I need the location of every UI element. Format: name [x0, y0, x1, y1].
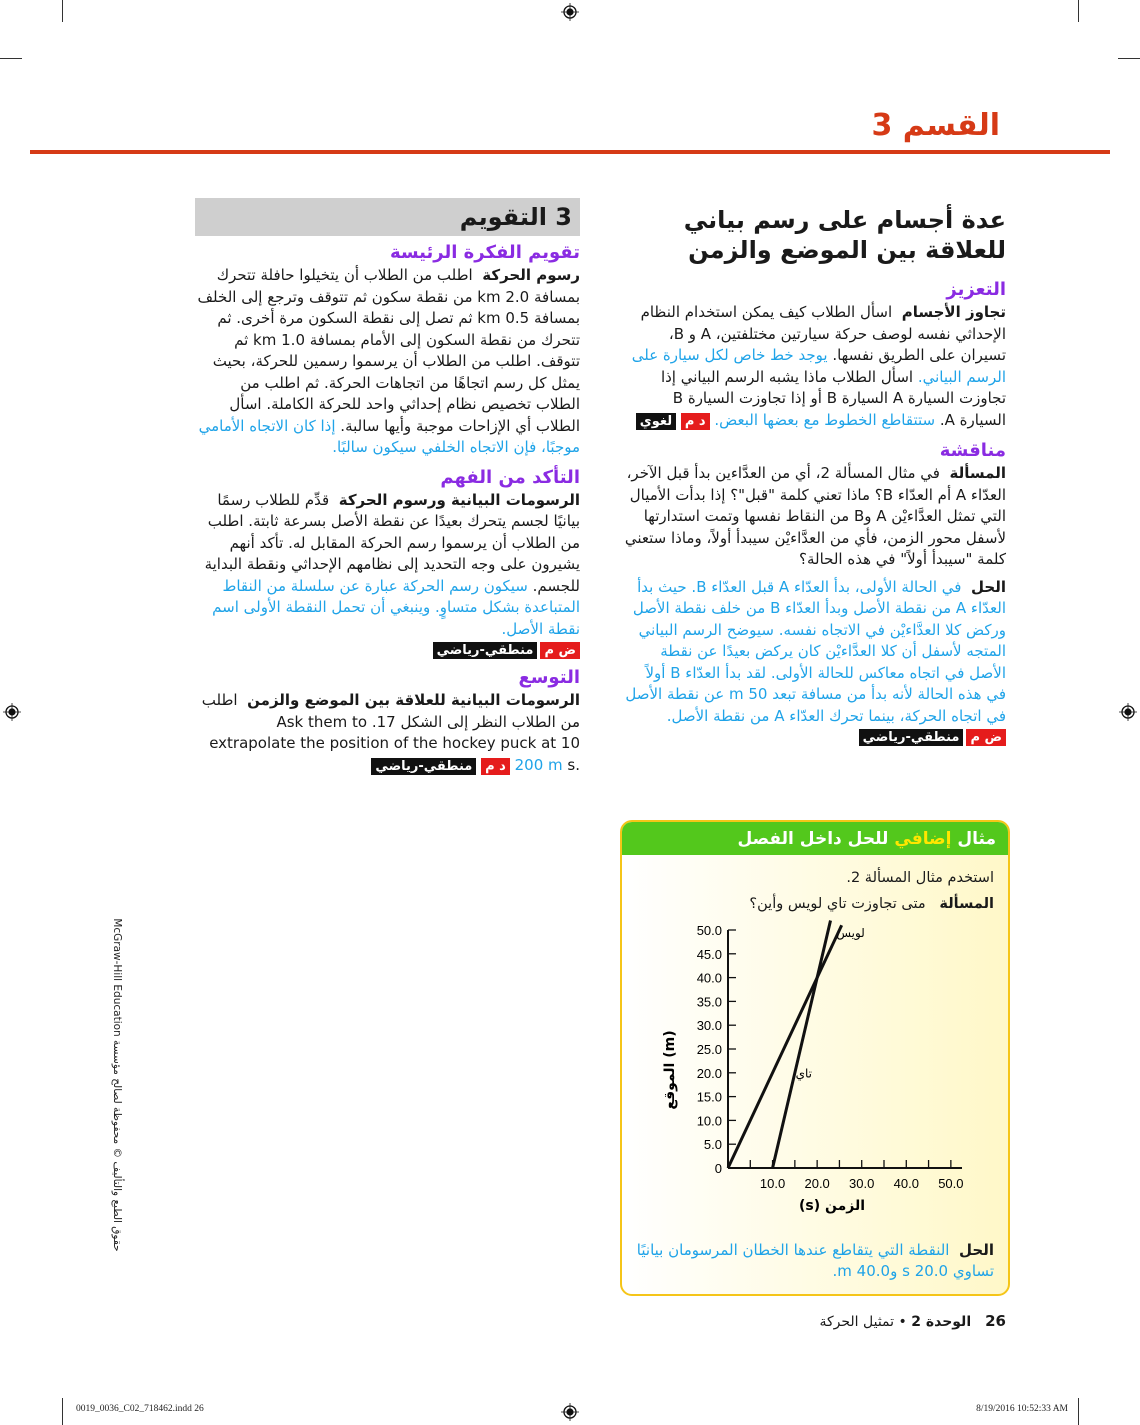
x-axis-label: الزمن (s)	[798, 1198, 866, 1214]
learning-style-tag: منطقي-رياضي	[859, 729, 964, 746]
example-header-post: للحل داخل الفصل	[737, 828, 889, 849]
y-tick-label: 45.0	[696, 946, 722, 962]
x-tick-label: 40.0	[893, 1176, 919, 1191]
assessment-title: 3 التقويم	[459, 203, 572, 231]
check-understanding-body: قدِّم للطلاب رسمًا بيانيًا لجسم يتحرك بعيدًا عن نقطة الأصل بسرعة ثابتة. اطلب من الطلاب أن يرسموا رسم الحركة المقابل له. تأكد أنهم يشيرون على وجه التحديد إلى نظامهم الإحداثي ونقطة البداية للجسم.	[204, 490, 580, 595]
chart-svg	[662, 920, 972, 1220]
section-divider	[30, 150, 1110, 154]
series-line	[728, 925, 842, 1168]
left-column	[195, 198, 580, 777]
reinforcement-lead: تجاوز الأجسام	[901, 303, 1006, 321]
problem-text: متى تجاوزت تاي لويس وأين؟	[749, 896, 926, 912]
learning-style-tag: لغوي	[636, 413, 676, 430]
section-title: القسم 3	[871, 108, 1000, 143]
series-line	[773, 920, 831, 1168]
differentiation-tag: د م	[681, 413, 710, 430]
learning-style-tag: منطقي-رياضي	[371, 758, 476, 775]
reinforcement-answer-1: يوجد خط خاص لكل سيارة على الرسم البياني.	[631, 346, 1006, 386]
solution-text: في الحالة الأولى، بدأ العدّاء A قبل العدّاء B. حيث بدأ العدّاء A من نقطة الأصل وبدأ العدّاء B من خلف نقطة الأصل وركض كلا العدَّاءيْن في الاتجاه نفسه. سيوضح الرسم البياني المتجه لأسفل أن كلا العدَّاءيْن كان يركض بعيدًا عن نقطة الأصل في اتجاه معاكس للحالة الأولى. لقد بدأ العدّاء B أولاً في هذه الحالة لأنه بدأ من مسافة تبعد 50 m عن نقطة الأصل في اتجاه الحركة، بينما تحرك العدّاء A من نقطة الأصل.	[625, 577, 1006, 725]
slug-file: 0019_0036_C02_718462.indd 26	[76, 1404, 204, 1414]
main-idea-heading: تقويم الفكرة الرئيسة	[389, 242, 580, 263]
x-tick-label: 30.0	[849, 1176, 875, 1191]
extension-body-en: Ask them to extrapolate the position of the hockey puck at 10 s.	[209, 712, 580, 774]
differentiation-tag: ض م	[540, 642, 580, 659]
reinforcement-body-2: اسأل الطلاب ماذا يشبه الرسم البياني إذا تجاوزت السيارة A السيارة B أو إذا تجاوزت السيارة B السيارة A.	[660, 367, 1006, 429]
registration-mark-icon	[1119, 703, 1137, 721]
check-understanding-lead: الرسومات البيانية ورسوم الحركة	[338, 490, 580, 509]
example-problem	[636, 893, 994, 915]
differentiation-tag: ض م	[966, 729, 1006, 746]
example-header-highlight: إضافي	[894, 828, 952, 849]
copyright-text: حقوق الطبع والتأليف © محفوظة لصالح مؤسسة McGraw-Hill Education	[111, 918, 123, 1252]
slug-date: 8/19/2016 10:52:33 AM	[976, 1404, 1068, 1414]
crop-mark	[1078, 1398, 1079, 1425]
extension-text	[195, 690, 580, 777]
check-understanding-heading: التأكد من الفهم	[440, 466, 580, 488]
discussion-heading: مناقشة	[939, 440, 1006, 461]
extension-answer: 200 m	[514, 755, 563, 774]
example-intro: استخدم مثال المسألة 2.	[846, 870, 994, 886]
example-header	[622, 822, 1008, 855]
assessment-bar	[195, 198, 580, 236]
registration-mark-icon	[3, 703, 21, 721]
crop-mark	[1118, 58, 1140, 59]
copyright-credit	[103, 905, 131, 1265]
series-label: تاي	[795, 1066, 812, 1081]
page-number: 26	[985, 1312, 1006, 1330]
extension-body-ar: اطلب من الطلاب النظر إلى الشكل 17.	[201, 691, 580, 731]
lesson-title-line2: للعلاقة بين الموضع والزمن	[688, 236, 1006, 264]
crop-mark	[0, 58, 22, 59]
y-tick-label: 25.0	[696, 1042, 722, 1057]
series-label: لويس	[836, 926, 865, 941]
page-footer	[819, 1312, 1006, 1330]
right-column	[622, 205, 1006, 750]
example-solution-lead: الحل	[959, 1241, 994, 1259]
crop-mark	[62, 1398, 63, 1425]
reinforcement-text	[622, 302, 1006, 432]
lesson-title-line1: عدة أجسام على رسم بياني	[683, 206, 1006, 234]
x-tick-label: 50.0	[938, 1176, 964, 1191]
registration-mark-icon	[561, 3, 579, 21]
additional-example-box	[620, 820, 1010, 1296]
check-understanding-answer: سيكون رسم الحركة عبارة عن سلسلة من النقاط المتباعدة بشكل متساوٍ. وينبغي أن تحمل النقطة الأولى اسم نقطة الأصل.	[212, 576, 580, 638]
y-tick-label: 30.0	[696, 1018, 722, 1034]
example-header-pre: مثال	[957, 828, 996, 849]
y-tick-label: 0	[714, 1161, 722, 1176]
y-tick-label: 50.0	[696, 923, 722, 938]
x-tick-label: 20.0	[804, 1176, 830, 1191]
lesson-title	[622, 205, 1006, 265]
unit-reference	[819, 1314, 971, 1330]
reinforcement-heading: التعزيز	[946, 279, 1006, 300]
y-tick-label: 5.0	[703, 1137, 722, 1153]
y-tick-label: 20.0	[696, 1065, 722, 1081]
registration-mark-icon	[561, 1403, 579, 1421]
example-solution	[636, 1240, 994, 1282]
check-understanding-tags	[195, 642, 580, 659]
differentiation-tag: د م	[481, 758, 510, 775]
extension-lead: الرسومات البيانية للعلاقة بين الموضع والزمن	[247, 691, 580, 709]
y-tick-label: 35.0	[696, 994, 722, 1010]
discussion-question-text: في مثال المسألة 2، أي من العدَّاءين بدأ قبل الآخر، العدّاء A أم العدّاء B؟ ماذا تعني كلمة "قبل"؟ إذا بدأت الأميال التي تمثل العدَّاءيْن A وB من النقاط نفسها وتمت استدارتها لأسفل محور الزمن، فأي من العدَّاءيْن سيبدأ أولاً، وماذا ستعني كلمة "سيبدأ أولاً" في هذه الحالة؟	[624, 464, 1006, 568]
unit-title: تمثيل الحركة	[819, 1314, 895, 1330]
reinforcement-answer-2: ستتقاطع الخطوط مع بعضها البعض.	[714, 410, 936, 429]
bullet-separator: •	[898, 1314, 907, 1330]
y-axis-label: الموقع (m)	[662, 1030, 678, 1110]
discussion-tags	[622, 729, 1006, 746]
crop-mark	[62, 0, 63, 22]
main-idea-body: اطلب من الطلاب أن يتخيلوا حافلة تتحرك بمسافة 2.0 km من نقطة سكون ثم تتوقف وترجع إلى الخلف بمسافة 0.5 km ثم تصل إلى نقطة السكون مرة أخرى. ثم تتحرك من نقطة السكون إلى الأمام بمسافة 1.0 km ثم تتوقف. اطلب من الطلاب أن يرسموا رسمين للحركة، بحيث يمثل كل رسم اتجاهًا من اتجاهات الحركة. ثم اطلب من الطلاب تخصيص نظام إحداثي واحد للحركة الكاملة. اسأل الطلاب أي الإزاحات موجبة وأيها سالبة.	[197, 266, 580, 435]
example-body	[622, 855, 1008, 915]
check-understanding-text	[195, 490, 580, 641]
position-time-chart	[662, 920, 972, 1220]
reinforcement-body: اسأل الطلاب كيف يمكن استخدام النظام الإحداثي نفسه لوصف حركة سيارتين مختلفتين، A و B، تسيران على الطريق نفسها.	[640, 303, 1006, 364]
problem-lead: المسألة	[939, 896, 994, 912]
y-tick-label: 10.0	[696, 1113, 722, 1129]
y-tick-label: 15.0	[696, 1089, 722, 1105]
discussion-lead: المسألة	[949, 464, 1006, 482]
solution-lead: الحل	[971, 577, 1006, 596]
extension-heading: التوسع	[518, 667, 580, 688]
main-idea-text	[195, 265, 580, 459]
main-idea-lead: رسوم الحركة	[482, 266, 580, 284]
example-solution-text: النقطة التي يتقاطع عندها الخطان المرسومان بيانيًا تساوي 20.0 s و40.0 m.	[636, 1241, 994, 1280]
main-idea-answer: إذا كان الاتجاه الأمامي موجبًا، فإن الاتجاه الخلفي سيكون سالبًا.	[198, 416, 580, 456]
discussion-solution	[622, 577, 1006, 728]
x-tick-label: 10.0	[759, 1176, 786, 1191]
y-tick-label: 40.0	[696, 970, 722, 986]
crop-mark	[1078, 0, 1079, 22]
unit-label: الوحدة 2	[911, 1314, 972, 1330]
learning-style-tag: منطقي-رياضي	[433, 642, 538, 659]
discussion-question	[622, 463, 1006, 571]
